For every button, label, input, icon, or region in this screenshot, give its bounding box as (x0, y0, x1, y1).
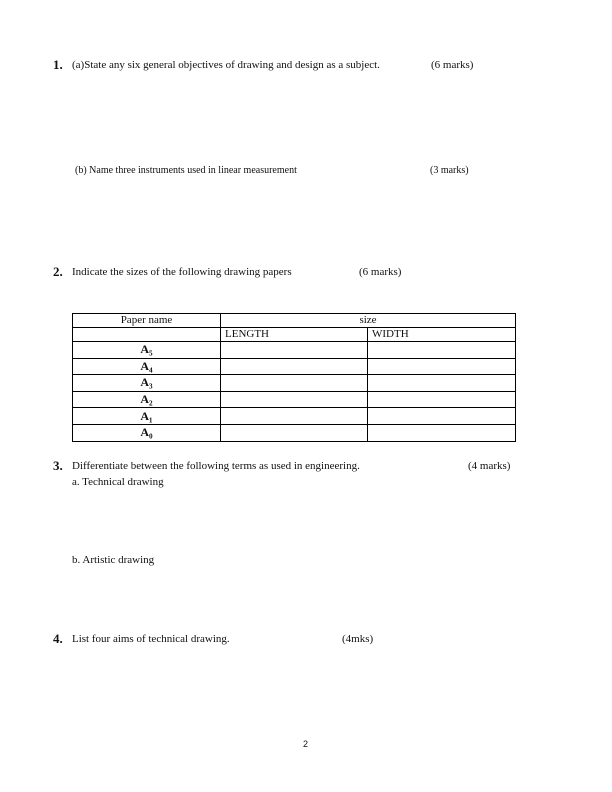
question-3-text: Differentiate between the following terms as used in engineering. (72, 460, 360, 472)
paper-name-cell: A₅ (73, 342, 221, 359)
question-4-text: List four aims of technical drawing. (72, 633, 230, 645)
page-number: 2 (303, 739, 309, 749)
length-cell[interactable] (221, 342, 368, 359)
header-size: size (221, 314, 516, 328)
width-cell[interactable] (368, 391, 516, 408)
question-2-text: Indicate the sizes of the following drawing papers (72, 266, 292, 278)
question-2-number: 2. (53, 264, 63, 279)
length-cell[interactable] (221, 391, 368, 408)
header-paper-name: Paper name (73, 314, 221, 328)
paper-name-cell: A₁ (73, 408, 221, 425)
length-cell[interactable] (221, 424, 368, 441)
question-3-marks: (4 marks) (468, 460, 511, 472)
width-cell[interactable] (368, 342, 516, 359)
header-width: WIDTH (368, 328, 516, 342)
question-1b-marks: (3 marks) (430, 165, 469, 176)
question-3b-text: b. Artistic drawing (72, 554, 155, 566)
paper-name-cell: A₀ (73, 424, 221, 441)
paper-name-cell: A₄ (73, 358, 221, 375)
width-cell[interactable] (368, 424, 516, 441)
length-cell[interactable] (221, 408, 368, 425)
paper-sizes-table (72, 313, 516, 442)
question-1a-text: (a)State any six general objectives of drawing and design as a subject. (72, 59, 380, 71)
question-1-number: 1. (53, 57, 63, 72)
question-3-number: 3. (53, 458, 63, 473)
question-2-marks: (6 marks) (359, 266, 402, 278)
length-cell[interactable] (221, 375, 368, 392)
question-4-marks: (4mks) (342, 633, 374, 645)
width-cell[interactable] (368, 408, 516, 425)
question-3a-text: a. Technical drawing (72, 476, 164, 488)
paper-name-cell: A₃ (73, 375, 221, 392)
question-4-number: 4. (53, 631, 63, 646)
header-length: LENGTH (221, 328, 368, 342)
paper-name-cell: A₂ (73, 391, 221, 408)
width-cell[interactable] (368, 375, 516, 392)
width-cell[interactable] (368, 358, 516, 375)
length-cell[interactable] (221, 358, 368, 375)
question-1a-marks: (6 marks) (431, 59, 474, 71)
question-1b-text: (b) Name three instruments used in linear measurement (75, 165, 297, 176)
